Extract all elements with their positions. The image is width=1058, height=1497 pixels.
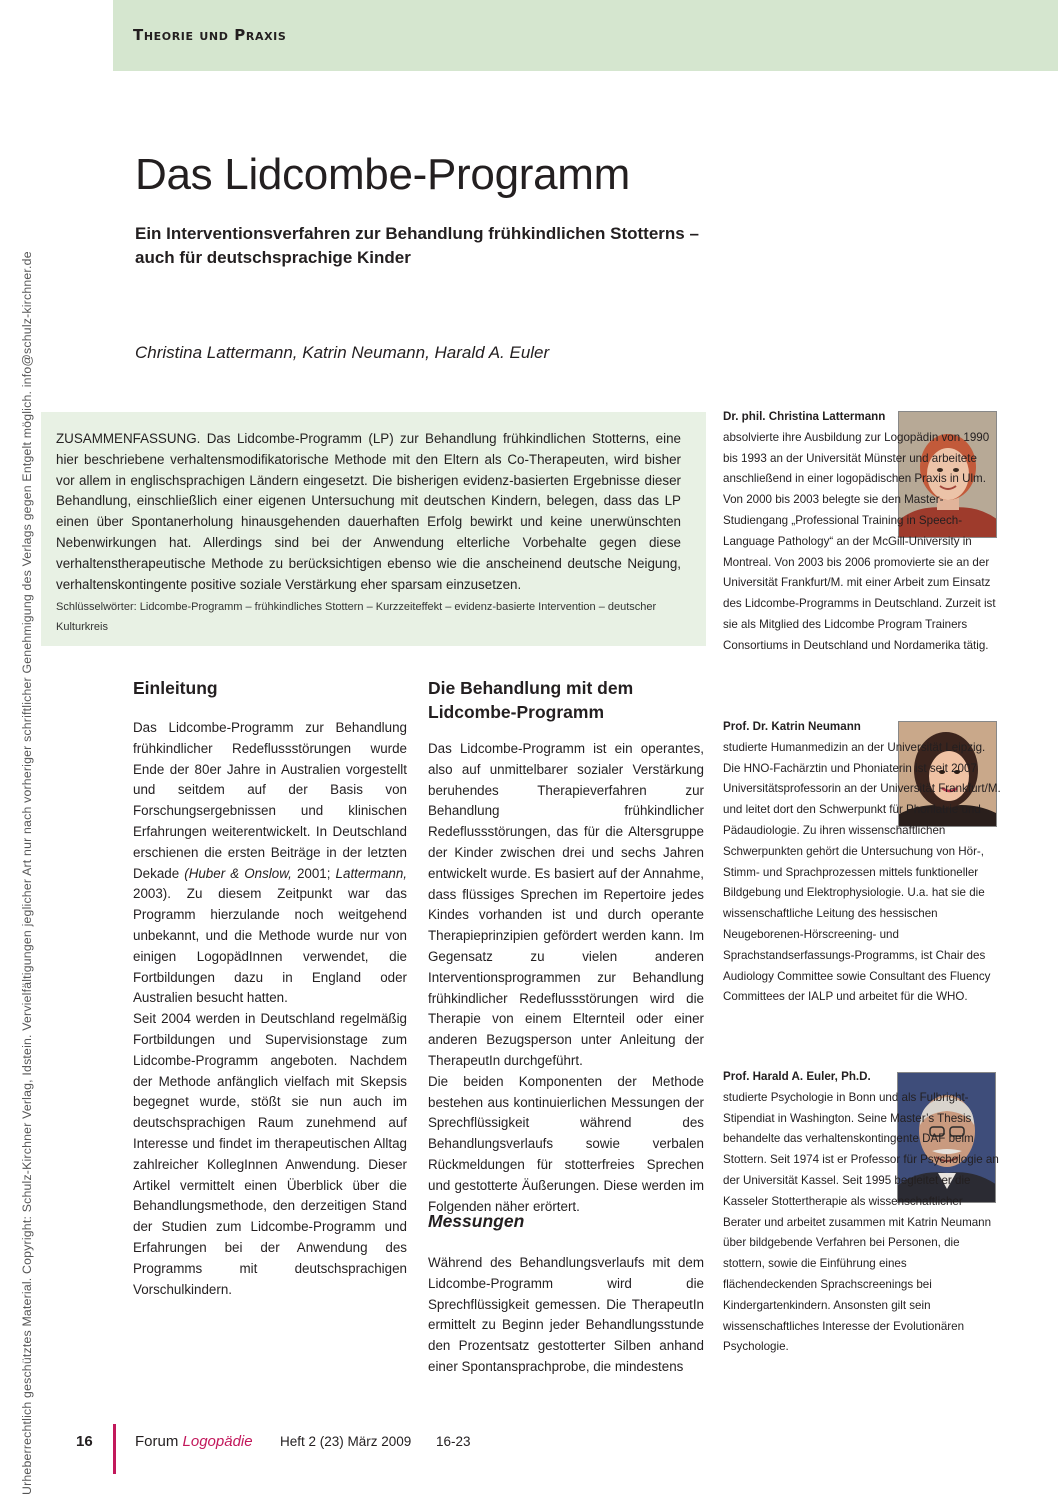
bio-name: Prof. Dr. Katrin Neumann	[723, 720, 861, 733]
article-authors: Christina Lattermann, Katrin Neumann, Harald A. Euler	[135, 343, 550, 362]
article-title: Das Lidcombe-Programm	[135, 150, 630, 199]
bio-neumann	[723, 717, 1003, 1008]
bio-euler	[723, 1067, 1003, 1358]
bio-lattermann	[723, 407, 1003, 657]
paragraph: Seit 2004 werden in Deutschland regelmäßig Fortbildungen und Supervisionstage zum Lidcombe-Programm angeboten. Nachdem der Methode anfänglich vielfach mit Skepsis begegnet wurde, stößt sie nun auch im deutschsprachigen Raum zunehmend auf Interesse und findet im therapeutischen Alltag zahlreicher KollegInnen Anwendung. Dieser Artikel vermittelt einen Überblick über die Behandlungsmethode, den derzeitigen Stand der Studien zum Lidcombe-Programm und Erfahrungen bei der Anwendung des Programms mit deutschsprachigen Vorschulkindern.	[133, 1011, 407, 1297]
paragraph: Die beiden Komponenten der Methode bestehen aus kontinuierlichen Messungen der Sprechflüssigkeit während des Behandlungsverlaufs sowie verbalen Rückmeldungen für stotterfreies Sprechen und gestotterte Äußerungen. Diese werden im Folgenden näher erörtert.	[428, 1073, 704, 1214]
heading-behandlung: Die Behandlung mit dem Lidcombe-Programm	[428, 678, 634, 722]
abstract-text: ZUSAMMENFASSUNG. Das Lidcombe-Programm (LP) zur Behandlung frühkindlichen Stotterns, eine hier beschriebene verhaltensmodifikatorische Methode mit den Eltern als Co-Therapeuten, wird bisher vor allem in englischsprachigen Ländern eingesetzt. Die bisherigen evidenz-basierten Ergebnisse dieser Behandlung, einschließlich einer eigenen Untersuchung mit deutschen Kindern, belegen, dass das LP einen über Spontanerholung hinausgehenden dauerhaften Erfolg bewirkt und keine unerwünschten Nebenwirkungen hat. Allerdings sind bei der Anwendung elterliche Vorbehalte gegen diese verhaltenstherapeutische Methode zu berücksichtigen ebenso wie die anscheinend deutsche Neigung, verhaltenskontingente positive soziale Verstärkung eher sparsam einzusetzen.	[56, 431, 681, 592]
page-number: 16	[76, 1433, 93, 1450]
paragraph: Das Lidcombe-Programm ist ein operantes, also auf unmittelbarer sozialer Verstärkung beruhendes Therapieverfahren zur Behandlung frühkindlicher Redeflussstörungen, das für die Altersgruppe der Kinder zwischen drei und sechs Jahren entwickelt wurde. Es basiert auf der Annahme, dass flüssiges Sprechen im Repertoire jedes Kindes vorhanden ist und durch operante Therapieprinzipien gefördert werden kann. Im Gegensatz zu vielen anderen Interventionsprogrammen zur Behandlung frühkindlicher Redeflussstörungen wird die Therapie von einem Elternteil oder einer anderen Bezugsperson unter Anleitung der TherapeutIn durchgeführt.	[428, 741, 704, 1068]
text-run: 2001;	[291, 865, 336, 881]
heading-einleitung: Einleitung	[133, 678, 218, 698]
paragraph	[133, 718, 407, 1009]
issue-info: Heft 2 (23) März 2009	[280, 1434, 412, 1449]
article-subtitle: Ein Interventionsverfahren zur Behandlung frühkindlichen Stotterns – auch für deutschsprachige Kinder	[135, 224, 699, 267]
paragraph: Während des Behandlungsverlaufs mit dem Lidcombe-Programm wird die Sprechflüssigkeit gemessen. Die TherapeutIn ermittelt zu Beginn jeder Behandlungsstunde den Prozentsatz gestotterter Silben anhand einer Spontansprachprobe, die mindestens	[428, 1255, 704, 1374]
keywords: Schlüsselwörter: Lidcombe-Programm – frühkindliches Stottern – Kurzzeiteffekt – evidenz-basierte Intervention – deutscher Kulturkreis	[56, 601, 657, 633]
column-behandlung	[428, 739, 704, 1217]
column-einleitung	[133, 718, 407, 1300]
publication-accent: Logopädie	[182, 1433, 253, 1450]
text-run: 2003). Zu diesem Zeitpunkt war das Programm hierzulande noch weitgehend unbekannt, und die Methode wurde nur von einigen LogopädInnen verwendet, die Fortbildungen dazu in England oder Australien besucht hatten.	[133, 886, 407, 1006]
bio-name: Prof. Harald A. Euler, Ph.D.	[723, 1070, 871, 1083]
citation: (Huber & Onslow,	[184, 865, 292, 881]
bio-text: absolvierte ihre Ausbildung zur Logopädin von 1990 bis 1993 an der Universität Münster und arbeitete anschließend in einer logopädischen Praxis in Ulm. Von 2000 bis 2003 belegte sie den Master-Studiengang „Professional Training in Speech-Language Pathology“ an der McGill-University in Montreal. Von 2003 bis 2006 promovierte sie an der Universität Frankfurt/M. mit einer Arbeit zum Einsatz des Lidcombe-Programms in Deutschland. Zurzeit ist sie als Mitglied des Lidcombe Program Trainers Consortiums in Deutschland und Nordamerika tätig.	[723, 430, 996, 652]
publication-word: Forum	[135, 1433, 179, 1450]
citation: Lattermann,	[335, 865, 408, 881]
copyright-notice: Urheberrechtlich geschütztes Material. Copyright: Schulz-Kirchner Verlag, Idstein. Vervielfältigungen jeglicher Art nur nach vorheriger schriftlicher Genehmigung des Verlags gegen Entgelt möglich. info@schulz-kirchner.de	[20, 251, 34, 1495]
section-label: Theorie und Praxis	[133, 26, 287, 44]
text-run: Das Lidcombe-Programm zur Behandlung frühkindlicher Redeflussstörungen wurde Ende der 80er Jahre in Australien vorgestellt und seitdem auf der Basis von Forschungsergebnissen und klinischen Erfahrungen weiterentwickelt. In Deutschland erschienen die ersten Beiträge in der letzten Dekade	[133, 720, 407, 881]
page-range: 16-23	[436, 1434, 471, 1449]
column-messungen	[428, 1253, 704, 1378]
bio-name: Dr. phil. Christina Lattermann	[723, 410, 886, 423]
footer-divider	[113, 1424, 116, 1474]
bio-text: studierte Psychologie in Bonn und als Fulbright-Stipendiat in Washington. Seine Master’s Thesis behandelte das verhaltenskontingente DAF beim Stottern. Seit 1974 ist er Professor für Psychologie an der Universität Kassel. Seit 1995 begleitet er die Kasseler Stottertherapie als wissenschaftlicher Berater und arbeitet zusammen mit Katrin Neumann über bildgebende Verfahren bei Personen, die stottern, sowie die Einführung eines flächendeckenden Sprachscreenings bei Kindergartenkindern. Ansonsten gilt sein wissenschaftliches Interesse der Evolutionären Psychologie.	[723, 1090, 999, 1354]
heading-messungen: Messungen	[428, 1211, 525, 1231]
bio-text: studierte Humanmedizin an der Universität Leipzig. Die HNO-Fachärztin und Phoniaterin ist seit 2007 Universitätsprofessorin an der Universität Frankfurt/M. und leitet dort den Schwerpunkt für Phoniatrie und Pädaudiologie. Zu ihren wissenschaftlichen Schwerpunkten gehört die Untersuchung von Hör-, Stimm- und Sprachprozessen mittels funktioneller Bildgebung und Elektrophysiologie. U.a. hat sie die wissenschaftliche Leitung des hessischen Neugeborenen-Hörscreening- und Sprachstandserfassungs-Programms, ist Chair des Audiology Committee sowie Consultant des Fluency Committees der IALP und arbeitet für die WHO.	[723, 740, 1001, 1004]
publication-name	[135, 1433, 253, 1450]
